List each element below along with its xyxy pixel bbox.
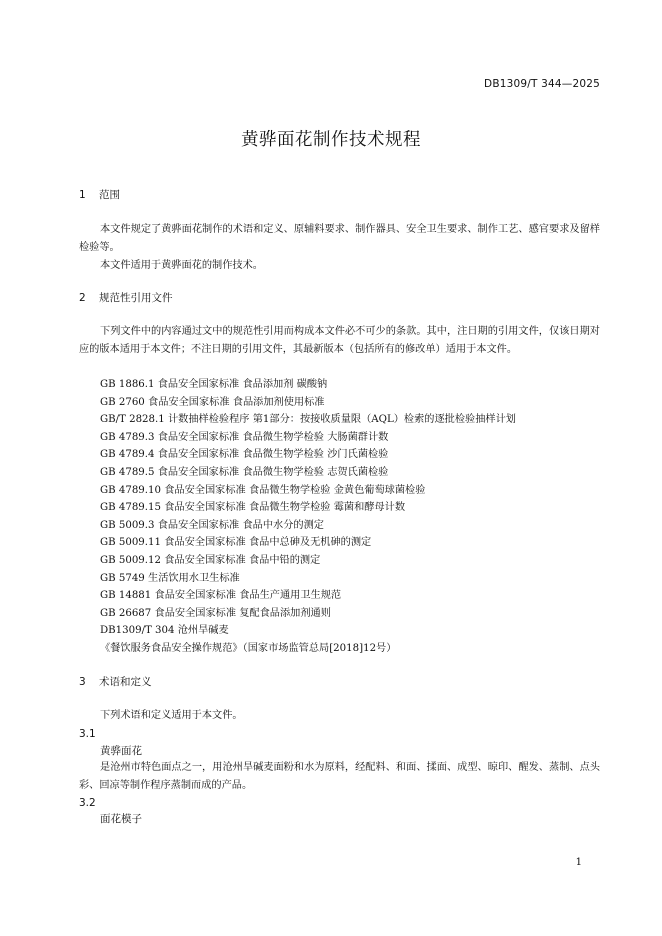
reference-item: GB 5009.12 食品安全国家标准 食品中铅的测定 xyxy=(100,554,321,566)
document-title: 黄骅面花制作技术规程 xyxy=(241,130,421,150)
reference-item: DB1309/T 304 沧州旱碱麦 xyxy=(100,625,229,637)
section-number: 1 xyxy=(79,189,86,201)
reference-item: GB 4789.10 食品安全国家标准 食品微生物学检验 金黄色葡萄球菌检验 xyxy=(100,484,426,496)
term-number: 3.2 xyxy=(79,797,96,809)
reference-item: 《餐饮服务食品安全操作规范》（国家市场监管总局[2018]12号） xyxy=(100,642,397,654)
page-number: 1 xyxy=(575,857,582,868)
term-name: 面花模子 xyxy=(100,813,142,825)
reference-item: GB 14881 食品安全国家标准 食品生产通用卫生规范 xyxy=(100,590,342,602)
reference-item: GB 5009.3 食品安全国家标准 食品中水分的测定 xyxy=(100,519,324,531)
term-definition: 是沧州市特色面点之一，用沧州旱碱麦面粉和水为原料，经配料、和面、揉面、成型、晾印、醒发、蒸制、点头彩、回凉等制作程序蒸制而成的产品。 xyxy=(79,762,600,791)
reference-item: GB 4789.15 食品安全国家标准 食品微生物学检验 霉菌和酵母计数 xyxy=(100,502,406,514)
section-number: 2 xyxy=(79,292,86,304)
reference-item: GB/T 2828.1 计数抽样检验程序 第1部分：按接收质量限（AQL）检索的逐批检验抽样计划 xyxy=(100,414,516,426)
section-2-heading xyxy=(79,291,173,305)
reference-item: GB 26687 食品安全国家标准 复配食品添加剂通则 xyxy=(100,607,331,619)
reference-item: GB 5009.11 食品安全国家标准 食品中总砷及无机砷的测定 xyxy=(100,537,372,549)
reference-item: GB 5749 生活饮用水卫生标准 xyxy=(100,572,240,584)
scope-paragraph-2: 本文件适用于黄骅面花的制作技术。 xyxy=(100,260,263,271)
document-code: DB1309/T 344—2025 xyxy=(484,78,600,90)
scope-paragraph-1: 本文件规定了黄骅面花制作的术语和定义、原辅料要求、制作器具、安全卫生要求、制作工艺、感官要求及留样检验等。 xyxy=(79,224,600,253)
reference-item: GB 4789.4 食品安全国家标准 食品微生物学检验 沙门氏菌检验 xyxy=(100,449,389,461)
reference-item: GB 4789.3 食品安全国家标准 食品微生物学检验 大肠菌群计数 xyxy=(100,431,389,443)
section-title: 规范性引用文件 xyxy=(99,292,173,304)
normative-reference-list xyxy=(100,376,516,658)
term-name: 黄骅面花 xyxy=(100,745,142,757)
terms-intro-paragraph: 下列术语和定义适用于本文件。 xyxy=(100,710,243,721)
reference-item: GB 2760 食品安全国家标准 食品添加剂使用标准 xyxy=(100,396,325,408)
section-title: 术语和定义 xyxy=(99,676,152,688)
term-number: 3.1 xyxy=(79,728,96,740)
section-1-heading xyxy=(79,188,120,202)
section-title: 范围 xyxy=(99,189,120,201)
reference-item: GB 1886.1 食品安全国家标准 食品添加剂 碳酸钠 xyxy=(100,379,328,390)
reference-item: GB 4789.5 食品安全国家标准 食品微生物学检验 志贺氏菌检验 xyxy=(100,466,389,478)
refs-intro-paragraph: 下列文件中的内容通过文中的规范性引用而构成本文件必不可少的条款。其中，注日期的引用文件，仅该日期对应的版本适用于本文件；不注日期的引用文件，其最新版本（包括所有的修改单）适用于本文件。 xyxy=(79,326,600,355)
section-3-heading xyxy=(79,675,152,689)
section-number: 3 xyxy=(79,676,86,688)
